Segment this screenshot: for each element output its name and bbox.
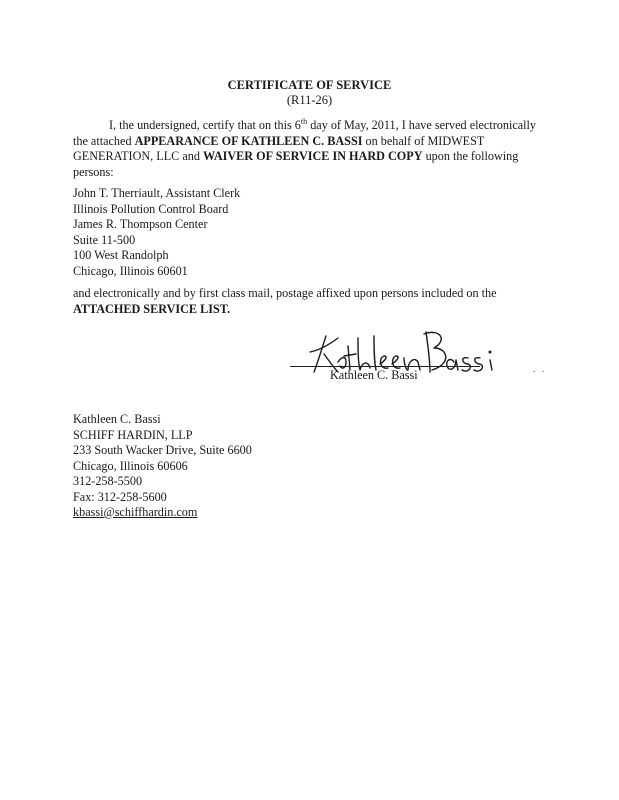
contact-fax: Fax: 312-258-5600 — [73, 489, 167, 504]
service-text: and electronically and by first class mail, postage affixed upon persons included on the — [73, 286, 497, 300]
contact-address-line: 233 South Wacker Drive, Suite 6600 — [73, 443, 252, 457]
signature-line — [290, 366, 480, 367]
certification-text-2: day of May, 2011, I have served electronically the attached — [73, 118, 537, 148]
recipient-line: Chicago, Illinois 60601 — [73, 263, 188, 278]
signature-block — [290, 322, 550, 392]
recipient-line: Suite 11-500 — [73, 232, 136, 247]
contact-block — [73, 412, 252, 521]
certification-text-1: I, the undersigned, certify that on this 6 — [109, 118, 301, 132]
contact-firm: SCHIFF HARDIN, LLP — [73, 427, 193, 442]
case-number: (R11-26) — [286, 93, 333, 107]
certification-text-4: upon the following persons: — [73, 149, 519, 179]
recipient-line: 100 West Randolph — [73, 248, 169, 262]
recipient-address — [73, 186, 240, 279]
signer-printed-name: Kathleen C. Bassi — [330, 368, 418, 382]
certification-text-3: on behalf of MIDWEST GENERATION, LLC and — [73, 133, 485, 163]
contact-name: Kathleen C. Bassi — [73, 412, 161, 426]
contact-email-link[interactable]: kbassi@schiffhardin.com — [73, 505, 198, 519]
certification-paragraph — [73, 118, 545, 180]
service-paragraph — [73, 286, 545, 317]
document-title: CERTIFICATE OF SERVICE — [227, 78, 392, 92]
document-name-waiver: WAIVER OF SERVICE IN HARD COPY — [202, 149, 423, 163]
contact-phone: 312-258-5500 — [73, 474, 143, 488]
ordinal-suffix: th — [300, 116, 308, 126]
decorative-dots: . . — [533, 364, 547, 375]
contact-address-line: Chicago, Illinois 60606 — [73, 458, 188, 473]
recipient-line: John T. Therriault, Assistant Clerk — [73, 186, 241, 200]
document-name-appearance: APPEARANCE OF KATHLEEN C. BASSI — [134, 133, 363, 148]
recipient-line: James R. Thompson Center — [73, 217, 208, 231]
service-list-label: ATTACHED SERVICE LIST. — [73, 301, 231, 316]
recipient-line: Illinois Pollution Control Board — [73, 201, 229, 216]
